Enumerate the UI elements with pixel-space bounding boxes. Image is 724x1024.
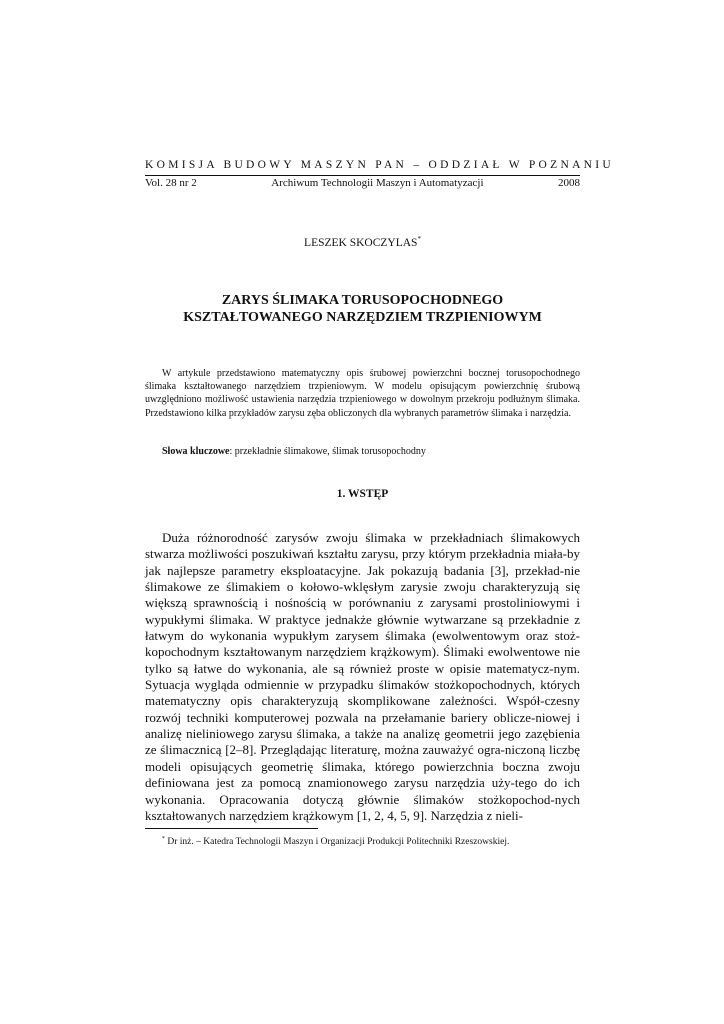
- journal-meta: [145, 177, 580, 189]
- author-name: LESZEK SKOCZYLAS: [304, 236, 418, 249]
- footnote: [145, 836, 580, 847]
- series-header: KOMISJA BUDOWY MASZYN PAN – ODDZIAŁ W POZNANIU: [145, 159, 615, 171]
- author-footnote-marker: *: [417, 235, 421, 243]
- footnote-text: Dr inż. – Katedra Technologii Maszyn i Organizacji Produkcji Politechniki Rzeszowskiej.: [165, 837, 510, 848]
- year-label: 2008: [557, 177, 580, 189]
- keywords: [145, 446, 580, 457]
- body-paragraph: Duża różnorodność zarysów zwoju ślimaka w przekładniach ślimakowych stwarza możliwości poszukiwań kształtu zarysu, przy którym przekładnia miała-by jak najlepsze parametry eksploatacyjne. Jak pokazują badania [3], przekład-nie ślimakowe ze ślimakiem o kołowo-wklęsłym zarysie zwoju charakteryzują się większą sprawnością i nośnością w porównaniu z zarysami prostoliniowymi i wypukłymi ślimaka. W praktyce jednakże głównie wytwarzane są przekładnie z łatwym do wykonania wypukłym zarysem ślimaka (ewolwentowym oraz stoż-kopochodnym kształtowanym narzędziem krążkowym). Ślimaki ewolwentowe nie tylko są łatwe do wykonania, ale są również proste w opisie matematycz-nym. Sytuacja wygląda odmiennie w przypadku ślimaków stożkopochodnych, których matematyczny opis charakteryzują skomplikowane zależności. Współ-czesny rozwój techniki komputerowej pozwala na przełamanie bariery oblicze-niowej i analizę nieliniowego zarysu ślimaka, a także na analizę geometrii jego zazębienia ze ślimacznicą [2–8]. Przeglądając literaturę, można zauważyć ogra-niczoną liczbę modeli opisujących geometrię ślimaka, którego powierzchnia boczna zwoju definiowana jest za pomocą znamionowego zarysu narzędzia uży-tego do ich wykonania. Opracowania dotyczą głównie ślimaków stożkopochod-nych kształtowanych narzędziem krążkowym [1, 2, 4, 5, 9]. Narzędzia z nieli-: [145, 530, 580, 823]
- abstract: W artykule przedstawiono matematyczny opis śrubowej powierzchni bocznej torusopochodnego ślimaka kształtowanego narzędziem trzpieniowym. W modelu opisującym powierzchnię śrubową uwzględniono możliwość ustawienia narzędzia trzpieniowego w dowolnym przekroju podłużnym ślimaka. Przedstawiono kilka przykładów zarysu zęba obliczonych dla wybranych parametrów ślimaka i narzędzia.: [145, 368, 580, 419]
- journal-name: Archiwum Technologii Maszyn i Automatyzacji: [271, 177, 484, 189]
- title-line-1: ZARYS ŚLIMAKA TORUSOPOCHODNEGO: [221, 293, 504, 308]
- title-line-2: KSZTAŁTOWANEGO NARZĘDZIEM TRZPIENIOWYM: [183, 310, 542, 325]
- footnote-marker: *: [162, 836, 165, 842]
- keywords-text: : przekładnie ślimakowe, ślimak torusopochodny: [229, 446, 426, 457]
- section-heading: 1. WSTĘP: [336, 488, 389, 500]
- keywords-label: Słowa kluczowe: [162, 446, 230, 457]
- paper-title: [145, 292, 580, 326]
- header-rule: [145, 175, 580, 176]
- author-line: [145, 235, 580, 249]
- volume-label: Vol. 28 nr 2: [145, 177, 197, 189]
- footnote-rule: [145, 828, 318, 829]
